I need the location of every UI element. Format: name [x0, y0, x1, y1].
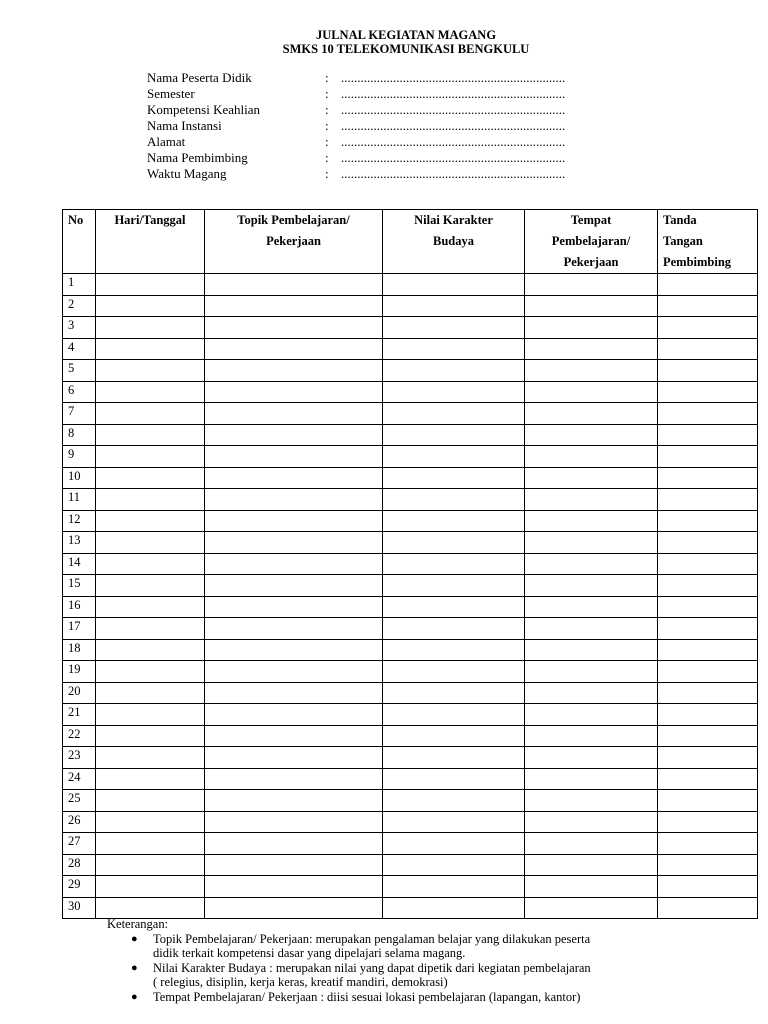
- topik-cell[interactable]: [205, 811, 383, 833]
- header-nilai-line2: Budaya: [433, 234, 474, 248]
- tanda-tangan-cell[interactable]: [658, 876, 758, 898]
- nilai-karakter-cell[interactable]: [383, 467, 525, 489]
- journal-table: [62, 209, 758, 919]
- note-line: Tempat Pembelajaran/ Pekerjaan : diisi sesuai lokasi pembelajaran (lapangan, kantor): [153, 989, 581, 1004]
- nilai-karakter-cell[interactable]: [383, 897, 525, 919]
- header-hari-tanggal: Hari/Tanggal: [96, 210, 205, 274]
- topik-cell[interactable]: [205, 682, 383, 704]
- header-tempat-line2: Pembelajaran/: [551, 234, 631, 248]
- table-row: [63, 338, 758, 360]
- topik-cell[interactable]: [205, 489, 383, 511]
- notes-list: [107, 932, 591, 1005]
- topik-cell[interactable]: [205, 424, 383, 446]
- row-number: 27: [63, 833, 96, 855]
- row-number: 3: [63, 317, 96, 339]
- hari-tanggal-cell[interactable]: [96, 467, 205, 489]
- hari-tanggal-cell[interactable]: [96, 575, 205, 597]
- table-row: [63, 811, 758, 833]
- note-line: didik terkait kompetensi dasar yang dipelajari selama magang.: [153, 946, 466, 960]
- table-row: [63, 682, 758, 704]
- table-row: [63, 446, 758, 468]
- topik-cell[interactable]: [205, 618, 383, 640]
- bullet-icon: ●: [131, 961, 138, 974]
- tempat-cell[interactable]: [525, 725, 658, 747]
- row-number: 9: [63, 446, 96, 468]
- row-number: 12: [63, 510, 96, 532]
- info-colon: :: [325, 102, 329, 117]
- tempat-cell[interactable]: [525, 639, 658, 661]
- nilai-karakter-cell[interactable]: [383, 704, 525, 726]
- hari-tanggal-cell[interactable]: [96, 833, 205, 855]
- tempat-cell[interactable]: [525, 274, 658, 296]
- tempat-cell[interactable]: [525, 811, 658, 833]
- table-row: [63, 424, 758, 446]
- nilai-karakter-cell[interactable]: [383, 661, 525, 683]
- tempat-cell[interactable]: [525, 618, 658, 640]
- nilai-karakter-cell[interactable]: [383, 360, 525, 382]
- info-colon: :: [325, 166, 329, 181]
- info-fill-line[interactable]: .....................................................................: [341, 134, 566, 149]
- header-topik-line1: Topik Pembelajaran/: [237, 213, 350, 227]
- tanda-tangan-cell[interactable]: [658, 317, 758, 339]
- notes-section: [107, 917, 591, 1004]
- tempat-cell[interactable]: [525, 747, 658, 769]
- row-number: 15: [63, 575, 96, 597]
- nilai-karakter-cell[interactable]: [383, 575, 525, 597]
- tanda-tangan-cell[interactable]: [658, 725, 758, 747]
- table-row: [63, 725, 758, 747]
- topik-cell[interactable]: [205, 403, 383, 425]
- info-colon: :: [325, 118, 329, 133]
- info-colon: :: [325, 70, 329, 85]
- tanda-tangan-cell[interactable]: [658, 403, 758, 425]
- hari-tanggal-cell[interactable]: [96, 790, 205, 812]
- topik-cell[interactable]: [205, 833, 383, 855]
- tempat-cell[interactable]: [525, 704, 658, 726]
- school-name: SMKS 10 TELEKOMUNIKASI BENGKULU: [282, 42, 530, 56]
- hari-tanggal-cell[interactable]: [96, 553, 205, 575]
- table-row: [63, 897, 758, 919]
- header-nilai-karakter: [383, 210, 525, 274]
- nilai-karakter-cell[interactable]: [383, 790, 525, 812]
- hari-tanggal-cell[interactable]: [96, 446, 205, 468]
- row-number: 2: [63, 295, 96, 317]
- tanda-tangan-cell[interactable]: [658, 338, 758, 360]
- row-number: 17: [63, 618, 96, 640]
- table-row: [63, 532, 758, 554]
- topik-cell[interactable]: [205, 790, 383, 812]
- nilai-karakter-cell[interactable]: [383, 446, 525, 468]
- nilai-karakter-cell[interactable]: [383, 833, 525, 855]
- info-fill-line[interactable]: .....................................................................: [341, 102, 566, 117]
- tanda-tangan-cell[interactable]: [658, 639, 758, 661]
- row-number: 6: [63, 381, 96, 403]
- nilai-karakter-cell[interactable]: [383, 811, 525, 833]
- tempat-cell[interactable]: [525, 467, 658, 489]
- hari-tanggal-cell[interactable]: [96, 661, 205, 683]
- topik-cell[interactable]: [205, 467, 383, 489]
- tanda-tangan-cell[interactable]: [658, 489, 758, 511]
- tempat-cell[interactable]: [525, 295, 658, 317]
- header-ttd-line2: Tangan: [663, 234, 703, 248]
- header-tanda-tangan: [658, 210, 758, 274]
- note-line: Nilai Karakter Budaya : merupakan nilai yang dapat dipetik dari kegiatan pembelajaran: [153, 960, 591, 975]
- header-tempat-line3: Pekerjaan: [563, 255, 619, 269]
- header-topik: [205, 210, 383, 274]
- row-number: 24: [63, 768, 96, 790]
- tempat-cell[interactable]: [525, 854, 658, 876]
- info-label: Nama Peserta Didik: [147, 70, 252, 85]
- nilai-karakter-cell[interactable]: [383, 876, 525, 898]
- tempat-cell[interactable]: [525, 833, 658, 855]
- topik-cell[interactable]: [205, 854, 383, 876]
- hari-tanggal-cell[interactable]: [96, 876, 205, 898]
- tanda-tangan-cell[interactable]: [658, 833, 758, 855]
- topik-cell[interactable]: [205, 274, 383, 296]
- nilai-karakter-cell[interactable]: [383, 725, 525, 747]
- table-row: [63, 553, 758, 575]
- hari-tanggal-cell[interactable]: [96, 424, 205, 446]
- tempat-cell[interactable]: [525, 661, 658, 683]
- nilai-karakter-cell[interactable]: [383, 274, 525, 296]
- table-row: [63, 467, 758, 489]
- info-label: Nama Instansi: [147, 118, 222, 133]
- tanda-tangan-cell[interactable]: [658, 618, 758, 640]
- nilai-karakter-cell[interactable]: [383, 553, 525, 575]
- nilai-karakter-cell[interactable]: [383, 618, 525, 640]
- tempat-cell[interactable]: [525, 403, 658, 425]
- tanda-tangan-cell[interactable]: [658, 381, 758, 403]
- hari-tanggal-cell[interactable]: [96, 704, 205, 726]
- table-row: [63, 274, 758, 296]
- document-title: JULNAL KEGIATAN MAGANG: [315, 28, 497, 42]
- topik-cell[interactable]: [205, 704, 383, 726]
- tempat-cell[interactable]: [525, 682, 658, 704]
- table-row: [63, 295, 758, 317]
- hari-tanggal-cell[interactable]: [96, 897, 205, 919]
- nilai-karakter-cell[interactable]: [383, 510, 525, 532]
- info-label: Kompetensi Keahlian: [147, 102, 260, 117]
- topik-cell[interactable]: [205, 747, 383, 769]
- hari-tanggal-cell[interactable]: [96, 360, 205, 382]
- table-row: [63, 790, 758, 812]
- header-no: No: [63, 210, 96, 274]
- topik-cell[interactable]: [205, 360, 383, 382]
- table-row: [63, 618, 758, 640]
- info-label: Waktu Magang: [147, 166, 227, 181]
- row-number: 1: [63, 274, 96, 296]
- tanda-tangan-cell[interactable]: [658, 596, 758, 618]
- topik-cell[interactable]: [205, 575, 383, 597]
- table-row: [63, 489, 758, 511]
- nilai-karakter-cell[interactable]: [383, 489, 525, 511]
- tanda-tangan-cell[interactable]: [658, 510, 758, 532]
- nilai-karakter-cell[interactable]: [383, 747, 525, 769]
- info-label: Nama Pembimbing: [147, 150, 248, 165]
- topik-cell[interactable]: [205, 295, 383, 317]
- tanda-tangan-cell[interactable]: [658, 854, 758, 876]
- table-row: [63, 403, 758, 425]
- info-colon: :: [325, 150, 329, 165]
- row-number: 8: [63, 424, 96, 446]
- tanda-tangan-cell[interactable]: [658, 360, 758, 382]
- tanda-tangan-cell[interactable]: [658, 575, 758, 597]
- info-fill-line[interactable]: .....................................................................: [341, 70, 566, 85]
- tempat-cell[interactable]: [525, 575, 658, 597]
- hari-tanggal-cell[interactable]: [96, 811, 205, 833]
- row-number: 28: [63, 854, 96, 876]
- note-item: [107, 961, 591, 990]
- notes-heading: Keterangan:: [107, 917, 169, 931]
- nilai-karakter-cell[interactable]: [383, 532, 525, 554]
- tempat-cell[interactable]: [525, 317, 658, 339]
- table-header-row: [63, 210, 758, 274]
- tempat-cell[interactable]: [525, 510, 658, 532]
- row-number: 14: [63, 553, 96, 575]
- hari-tanggal-cell[interactable]: [96, 403, 205, 425]
- hari-tanggal-cell[interactable]: [96, 747, 205, 769]
- header-tempat: [525, 210, 658, 274]
- tanda-tangan-cell[interactable]: [658, 682, 758, 704]
- tempat-cell[interactable]: [525, 532, 658, 554]
- tempat-cell[interactable]: [525, 424, 658, 446]
- tanda-tangan-cell[interactable]: [658, 532, 758, 554]
- row-number: 13: [63, 532, 96, 554]
- table-row: [63, 747, 758, 769]
- tempat-cell[interactable]: [525, 897, 658, 919]
- note-item: [107, 932, 591, 961]
- row-number: 10: [63, 467, 96, 489]
- topik-cell[interactable]: [205, 897, 383, 919]
- tanda-tangan-cell[interactable]: [658, 790, 758, 812]
- table-row: [63, 317, 758, 339]
- hari-tanggal-cell[interactable]: [96, 618, 205, 640]
- table-row: [63, 876, 758, 898]
- table-row: [63, 360, 758, 382]
- table-row: [63, 833, 758, 855]
- table-row: [63, 661, 758, 683]
- tempat-cell[interactable]: [525, 768, 658, 790]
- row-number: 19: [63, 661, 96, 683]
- tanda-tangan-cell[interactable]: [658, 424, 758, 446]
- row-number: 18: [63, 639, 96, 661]
- row-number: 4: [63, 338, 96, 360]
- topik-cell[interactable]: [205, 768, 383, 790]
- info-fill-line[interactable]: .....................................................................: [341, 150, 566, 165]
- tempat-cell[interactable]: [525, 338, 658, 360]
- row-number: 11: [63, 489, 96, 511]
- nilai-karakter-cell[interactable]: [383, 768, 525, 790]
- row-number: 30: [63, 897, 96, 919]
- row-number: 20: [63, 682, 96, 704]
- tempat-cell[interactable]: [525, 553, 658, 575]
- tanda-tangan-cell[interactable]: [658, 811, 758, 833]
- tempat-cell[interactable]: [525, 446, 658, 468]
- topik-cell[interactable]: [205, 639, 383, 661]
- topik-cell[interactable]: [205, 510, 383, 532]
- tempat-cell[interactable]: [525, 596, 658, 618]
- hari-tanggal-cell[interactable]: [96, 317, 205, 339]
- info-colon: :: [325, 86, 329, 101]
- topik-cell[interactable]: [205, 876, 383, 898]
- hari-tanggal-cell[interactable]: [96, 768, 205, 790]
- table-row: [63, 596, 758, 618]
- tanda-tangan-cell[interactable]: [658, 295, 758, 317]
- hari-tanggal-cell[interactable]: [96, 381, 205, 403]
- tanda-tangan-cell[interactable]: [658, 897, 758, 919]
- tempat-cell[interactable]: [525, 790, 658, 812]
- info-label: Semester: [147, 86, 195, 101]
- nilai-karakter-cell[interactable]: [383, 295, 525, 317]
- tempat-cell[interactable]: [525, 489, 658, 511]
- topik-cell[interactable]: [205, 532, 383, 554]
- tanda-tangan-cell[interactable]: [658, 747, 758, 769]
- row-number: 26: [63, 811, 96, 833]
- header-nilai-line1: Nilai Karakter: [414, 213, 493, 227]
- header-ttd-line3: Pembimbing: [663, 255, 732, 269]
- nilai-karakter-cell[interactable]: [383, 381, 525, 403]
- bullet-icon: ●: [131, 990, 138, 1003]
- row-number: 29: [63, 876, 96, 898]
- hari-tanggal-cell[interactable]: [96, 295, 205, 317]
- hari-tanggal-cell[interactable]: [96, 725, 205, 747]
- info-colon: :: [325, 134, 329, 149]
- header-tempat-line1: Tempat: [570, 213, 612, 227]
- table-row: [63, 704, 758, 726]
- row-number: 25: [63, 790, 96, 812]
- topik-cell[interactable]: [205, 725, 383, 747]
- header-ttd-line1: Tanda: [663, 213, 697, 227]
- tanda-tangan-cell[interactable]: [658, 553, 758, 575]
- nilai-karakter-cell[interactable]: [383, 639, 525, 661]
- info-label: Alamat: [147, 134, 186, 149]
- tanda-tangan-cell[interactable]: [658, 768, 758, 790]
- hari-tanggal-cell[interactable]: [96, 682, 205, 704]
- hari-tanggal-cell[interactable]: [96, 639, 205, 661]
- topik-cell[interactable]: [205, 596, 383, 618]
- hari-tanggal-cell[interactable]: [96, 489, 205, 511]
- note-line: ( relegius, disiplin, kerja keras, kreatif mandiri, demokrasi): [153, 975, 448, 989]
- row-number: 21: [63, 704, 96, 726]
- hari-tanggal-cell[interactable]: [96, 532, 205, 554]
- nilai-karakter-cell[interactable]: [383, 854, 525, 876]
- hari-tanggal-cell[interactable]: [96, 338, 205, 360]
- topik-cell[interactable]: [205, 446, 383, 468]
- hari-tanggal-cell[interactable]: [96, 854, 205, 876]
- topik-cell[interactable]: [205, 381, 383, 403]
- tempat-cell[interactable]: [525, 876, 658, 898]
- tanda-tangan-cell[interactable]: [658, 661, 758, 683]
- row-number: 7: [63, 403, 96, 425]
- info-fill-line[interactable]: .....................................................................: [341, 118, 566, 133]
- tanda-tangan-cell[interactable]: [658, 704, 758, 726]
- tanda-tangan-cell[interactable]: [658, 274, 758, 296]
- note-line: Topik Pembelajaran/ Pekerjaan: merupakan pengalaman belajar yang dilakukan peserta: [153, 931, 591, 946]
- topik-cell[interactable]: [205, 317, 383, 339]
- table-row: [63, 639, 758, 661]
- tempat-cell[interactable]: [525, 381, 658, 403]
- nilai-karakter-cell[interactable]: [383, 338, 525, 360]
- topik-cell[interactable]: [205, 661, 383, 683]
- info-fill-line[interactable]: .....................................................................: [341, 86, 566, 101]
- table-row: [63, 768, 758, 790]
- nilai-karakter-cell[interactable]: [383, 424, 525, 446]
- table-row: [63, 854, 758, 876]
- topik-cell[interactable]: [205, 338, 383, 360]
- hari-tanggal-cell[interactable]: [96, 510, 205, 532]
- header-topik-line2: Pekerjaan: [266, 234, 321, 248]
- tanda-tangan-cell[interactable]: [658, 446, 758, 468]
- hari-tanggal-cell[interactable]: [96, 274, 205, 296]
- hari-tanggal-cell[interactable]: [96, 596, 205, 618]
- nilai-karakter-cell[interactable]: [383, 317, 525, 339]
- row-number: 22: [63, 725, 96, 747]
- table-row: [63, 575, 758, 597]
- bullet-icon: ●: [131, 932, 138, 945]
- nilai-karakter-cell[interactable]: [383, 682, 525, 704]
- topik-cell[interactable]: [205, 553, 383, 575]
- row-number: 23: [63, 747, 96, 769]
- note-item: [107, 990, 591, 1005]
- tanda-tangan-cell[interactable]: [658, 467, 758, 489]
- tempat-cell[interactable]: [525, 360, 658, 382]
- nilai-karakter-cell[interactable]: [383, 596, 525, 618]
- info-fill-line[interactable]: .....................................................................: [341, 166, 566, 181]
- table-row: [63, 510, 758, 532]
- nilai-karakter-cell[interactable]: [383, 403, 525, 425]
- row-number: 16: [63, 596, 96, 618]
- table-row: [63, 381, 758, 403]
- row-number: 5: [63, 360, 96, 382]
